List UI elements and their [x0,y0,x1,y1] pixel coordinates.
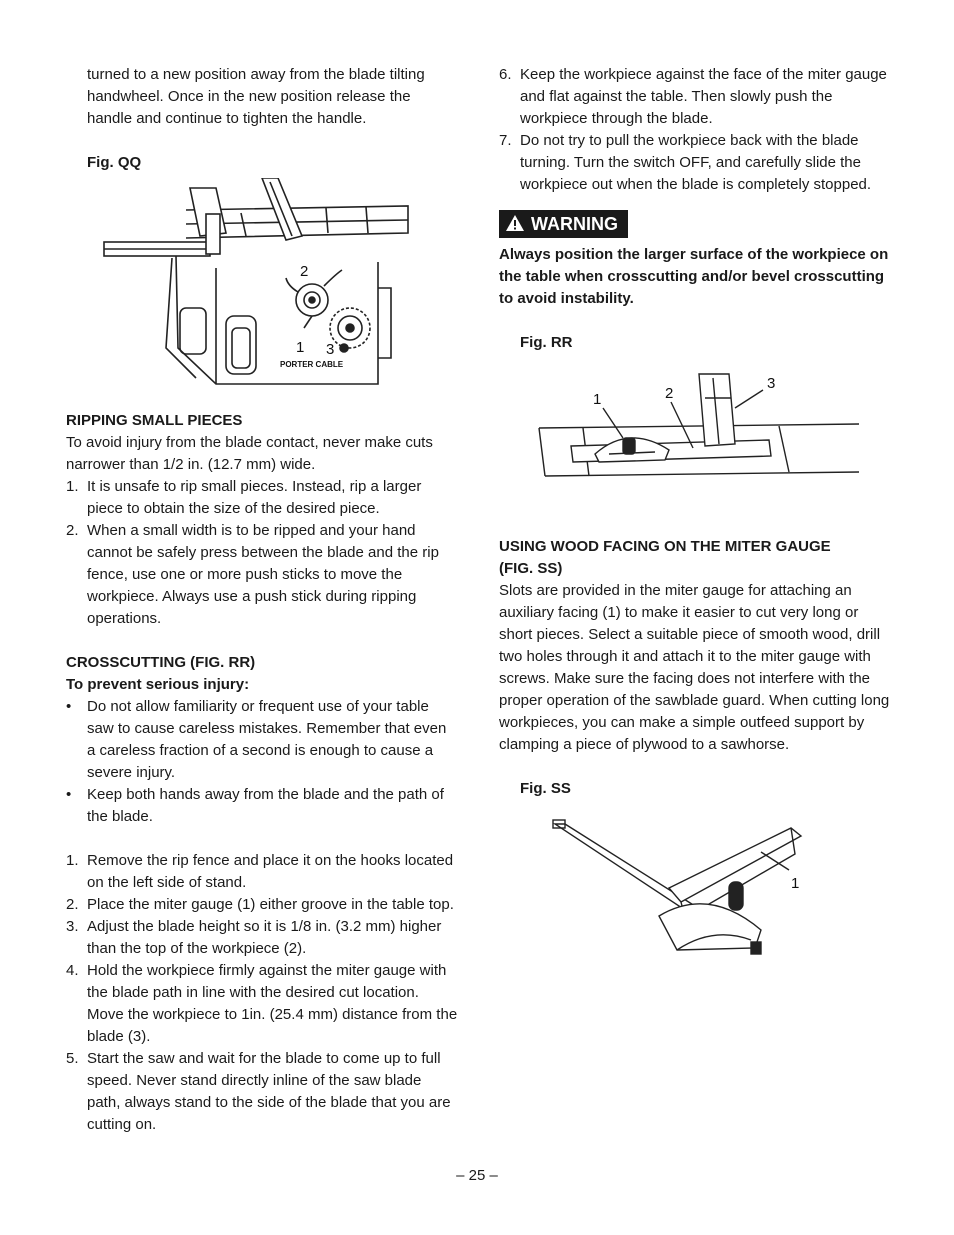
warning-triangle-icon [505,214,525,232]
warning-text: Always position the larger surface of the workpiece on the table when crosscutting and/or bevel crosscutting to avoid instability. [499,246,889,307]
intro-paragraph: turned to a new position away from the blade tilting handwheel. Once in the new position release the handle and continue to tighten the handle. [87,66,425,127]
fig-rr-callout-2: 2 [665,385,674,402]
fig-qq-callout-3: 3 [326,341,335,358]
ripping-heading: RIPPING SMALL PIECES [66,412,243,429]
warning-label: WARNING [531,214,618,234]
list-item: 1. Remove the rip fence and place it on the hooks located on the left side of stand. [66,852,454,891]
ripping-intro: To avoid injury from the blade contact, never make cuts narrower than 1/2 in. (12.7 mm) wide. [66,434,433,473]
list-item: 1. It is unsafe to rip small pieces. Instead, rip a larger piece to obtain the size of the desired piece. [66,478,422,517]
fig-qq-callout-1: 1 [296,339,305,356]
right-column [499,64,891,966]
page-number: – 25 – [456,1167,498,1184]
fig-qq-label: Fig. QQ [87,154,142,171]
fig-ss-callout-1: 1 [791,875,800,892]
list-item: 6. Keep the workpiece against the face of the miter gauge and flat against the table. Then slowly push the workpiece through the blade. [499,66,887,127]
fig-ss-label: Fig. SS [520,780,571,797]
fig-rr-illustration [499,368,891,496]
crosscutting-bullets [66,696,458,828]
crosscutting-heading: CROSSCUTTING (FIG. RR) [66,654,256,671]
fig-ss-illustration [499,816,891,966]
continued-steps [499,64,891,196]
wood-facing-heading-line1: USING WOOD FACING ON THE MITER GAUGE [499,538,831,555]
ripping-list [66,476,458,630]
crosscutting-subheading: To prevent serious injury: [66,676,250,693]
warning-badge [499,210,628,238]
list-item: • Do not allow familiarity or frequent use of your table saw to cause careless mistakes. Remember that even a careless fraction of a second is enough to cause a severe injury. [66,698,447,781]
list-item: • Keep both hands away from the blade and the path of the blade. [66,786,444,825]
fig-qq-callout-2: 2 [300,263,309,280]
crosscutting-steps [66,850,458,1136]
left-column [66,64,458,1136]
list-item: 2. When a small width is to be ripped and your hand cannot be safely press between the blade and the rip fence, use one or more push sticks to move the workpiece. Always use a push stick during ripping operations. [66,522,439,627]
list-item: 2. Place the miter gauge (1) either groove in the table top. [66,896,454,913]
fig-rr-callout-3: 3 [767,375,776,392]
wood-facing-text: Slots are provided in the miter gauge for attaching an auxiliary facing (1) to make it easier to cut very long or short pieces. Select a suitable piece of smooth wood, drill two holes through it and attach it to the miter gauge with screws. Make sure the facing does not interfere with the proper operation of the sawblade guard. When cutting long workpieces, you can make a simple outfeed support by clamping a piece of plywood to a sawhorse. [499,582,890,753]
fig-rr-callout-1: 1 [593,391,602,408]
list-item: 7. Do not try to pull the workpiece back with the blade turning. Turn the switch OFF, and carefully slide the workpiece out when the blade is completely stopped. [499,132,872,193]
list-item: 5. Start the saw and wait for the blade to come up to full speed. Never stand directly inline of the saw blade path, always stand to the side of the blade that you are cutting on. [66,1050,451,1133]
fig-rr-label: Fig. RR [520,334,573,351]
brand-logo-text: PORTER CABLE [280,360,344,369]
wood-facing-heading-line2: (FIG. SS) [499,560,563,577]
fig-qq-illustration [66,178,458,398]
list-item: 3. Adjust the blade height so it is 1/8 in. (3.2 mm) higher than the top of the workpiece (2). [66,918,442,957]
list-item: 4. Hold the workpiece firmly against the miter gauge with the blade path in line with the desired cut location. Move the workpiece to 1in. (25.4 mm) distance from the blade (3). [66,962,458,1045]
